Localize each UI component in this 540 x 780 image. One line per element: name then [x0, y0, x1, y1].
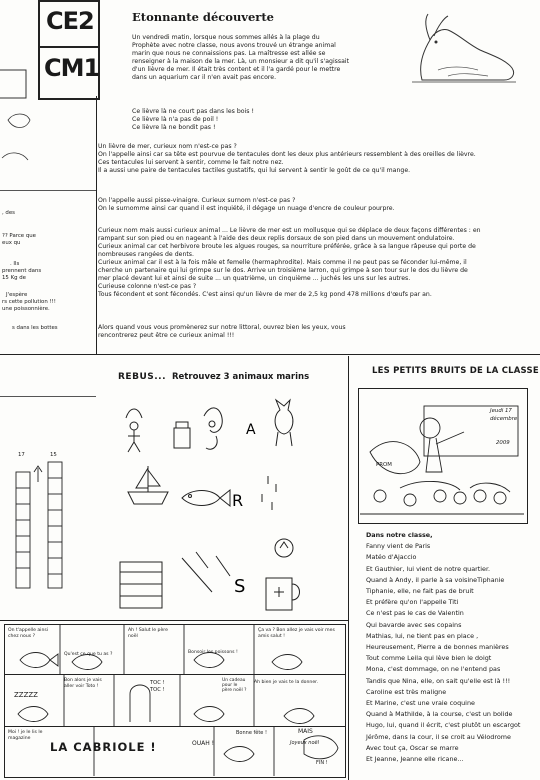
poem-line: Caroline est très maligne: [366, 687, 447, 696]
comic-bubble-10: Un cadeau pour le père noël ?: [222, 678, 247, 694]
text-line: Curieuse colonne n'est-ce pas ?: [98, 283, 197, 290]
text-line: rampant sur son pied ou en nageant à l'aide des deux replis dorsaux de son pied dans un mouvement ondulatoire.: [98, 235, 455, 242]
story-paragraph-2: [98, 197, 395, 213]
text-line: Curieux animal car cet herbivore broute les algues rouges, sa nourriture préférée, grâce à sa langue râpeuse qui porte de: [98, 243, 476, 250]
comic-bubble-1: On t'appelle ainsi chez nous ?: [8, 628, 49, 639]
poem-line: Tout comme Leila qui lève bien le doigt: [366, 654, 492, 663]
poem-line: Et préfère qu'on l'appelle Titi: [366, 598, 459, 607]
text-line: Un lièvre de mer, curieux nom n'est-ce pas ?: [98, 143, 237, 150]
page-title: Etonnante découverte: [132, 10, 274, 24]
text-line: Ce lièvre là n'a pas de poil !: [132, 116, 219, 123]
text-line: Ces tentacules lui servent à sentir, comme le fait notre nez.: [98, 159, 284, 166]
poem-line: Fanny vient de Paris: [366, 542, 431, 551]
text-line: Prophète avec notre classe, nous avons trouvé un étrange animal: [132, 42, 336, 49]
poem-line: Quand à Mathilde, à la course, c'est un bolide: [366, 710, 513, 719]
text-line: d'un lièvre de mer. Il était très content et il l'a gardé pour le mettre: [132, 66, 341, 73]
section-divider-top: [0, 354, 540, 355]
poem-line: Quand à Andy, il parle à sa voisineTiphanie: [366, 575, 505, 584]
text-fragment: . Ils: [10, 261, 20, 267]
text-line: cherche un partenaire qui lui grimpe sur le dos. Arrive un troisième larron, qui grimpe à son tour sur le dos du lièvre de: [98, 267, 468, 274]
left-sketch: [0, 40, 60, 180]
text-fragment: prennent dans: [2, 268, 42, 274]
text-line: Un vendredi matin, lorsque nous sommes allés à la plage du: [132, 34, 320, 41]
text-line: On l'appelle aussi pisse-vinaigre. Curieux surnom n'est-ce pas ?: [98, 197, 296, 204]
text-line: marin que nous ne connaissions pas. La maîtresse est allée se: [132, 50, 326, 57]
text-fragment: ?? Parce que: [2, 233, 36, 239]
text-line: nombreuses rangées de dents.: [98, 251, 194, 258]
comic-bubble-8: ZZZZZ: [14, 691, 38, 699]
chart-number-15: 15: [50, 452, 57, 458]
board-date-line-1: Jeudi 17: [490, 408, 512, 414]
text-fragment: eux qu: [2, 240, 21, 246]
text-fragment: J'espère: [6, 292, 28, 298]
text-line: On l'appelle ainsi car sa tête est pourvue de tentacules dont les deux plus antérieurs ressemblent à des oreilles de lièvre.: [98, 151, 476, 158]
story-intro: [132, 34, 412, 82]
comic-fin: FIN !: [316, 760, 328, 766]
left-column-divider: [96, 96, 97, 354]
comic-ouah: OUAH !: [192, 740, 215, 747]
text-fragment: 15 Kg de: [2, 275, 26, 281]
comic-bubble-6: Ah ! Salut le père noël: [128, 628, 168, 639]
left-column-rule-mid: [0, 396, 96, 397]
comic-bubble-2: Qu'est ce que tu as ?: [64, 652, 113, 657]
poem-line: Tiphanie, elle, ne fait pas de bruit: [366, 587, 474, 596]
left-column-rule-top: [0, 190, 96, 191]
comic-bubble-5: Bon alors je vais aller voir Toto !: [64, 678, 102, 689]
section-divider-vertical: [348, 356, 349, 780]
poem-line: Ce n'est pas le cas de Valentin: [366, 609, 464, 618]
text-line: On le surnomme ainsi car quand il est inquiété, il dégage un nuage d'encre de couleur pourpre.: [98, 205, 395, 212]
comic-bubble-9: TOC ! TOC !: [150, 680, 165, 693]
poem-line: Hugo, lui, quand il écrit, c'est plutôt un escargot: [366, 721, 521, 730]
text-line: Tous fécondent et sont fécondés. C'est ainsi qu'un lièvre de mer de 2,5 kg pond 478 millions d'œufs par an.: [98, 291, 432, 298]
section-divider-comic: [0, 620, 348, 621]
comic-bubble-11: Bonne fête !: [236, 730, 267, 736]
poem-line: Heureusement, Pierre a de bonnes manières: [366, 643, 509, 652]
text-line: Il a aussi une paire de tentacules tactiles gustatifs, qui lui servent à sentir le goût de ce qu'il mange.: [98, 167, 411, 174]
speech-bubble-label: PROM: [376, 462, 392, 468]
poem-line: Qui bavarde avec ses copains: [366, 620, 462, 629]
comic-bubble-4: Ça va ? Bon allez je vais voir mes amis salut !: [258, 628, 335, 639]
poem-line: Avec tout ça, Oscar se marre: [366, 743, 459, 752]
story-paragraph-3: [98, 227, 481, 299]
class-poem: [366, 530, 520, 765]
chart-number-17: 17: [18, 452, 25, 458]
text-fragment: rs cette pollution !!!: [2, 299, 56, 305]
text-line: Ce lièvre là ne bondit pas !: [132, 124, 216, 131]
rebus-letter-s: S: [234, 576, 246, 597]
badge-cm1: CM1: [44, 54, 100, 82]
comic-bubble-3: Bonsoir les poissons !: [188, 650, 238, 655]
text-line: Curieux animal car il est à la fois mâle et femelle (hermaphrodite). Mais comme il ne peut pas se féconder lui-même, il: [98, 259, 467, 266]
text-line: renseigner à la maison de la mer. Là, un monsieur a dit qu'il s'agissait: [132, 58, 350, 65]
rebus-letter-a: A: [246, 422, 256, 438]
rebus-title: REBUS...: [118, 372, 166, 382]
text-line: mer placé devant lui et ainsi de suite ... un quatrième, un cinquième ... juchés les uns sur les autres.: [98, 275, 411, 282]
story-poem: [132, 108, 254, 132]
poem-line: Mona, c'est dommage, on ne l'entend pas: [366, 665, 501, 674]
badge-ce2: CE2: [46, 7, 94, 35]
rebus-row-1: [120, 396, 320, 456]
board-date-line-2: décembre: [490, 416, 518, 422]
poem-line: Tandis que Nina, elle, on sait qu'elle est là !!!: [366, 676, 511, 685]
text-fragment: s dans les bottes: [12, 325, 58, 331]
poem-line: Et Jeanne, Jeanne elle ricane...: [366, 755, 464, 764]
poem-line: Matéo d'Ajaccio: [366, 553, 417, 562]
poem-line: Et Marine, c'est une vraie coquine: [366, 699, 475, 708]
text-line: rencontrerez peut être ce curieux animal !!!: [98, 332, 235, 339]
poem-line: Mathias, lui, ne tient pas en place ,: [366, 631, 479, 640]
rebus-letter-r: R: [232, 491, 244, 510]
left-fragments: [2, 210, 96, 332]
poem-line: Dans notre classe,: [366, 531, 433, 539]
noise-title: LES PETITS BRUITS DE LA CLASSE: [372, 366, 539, 376]
comic-mais: MAIS: [298, 728, 313, 735]
board-year: 2009: [496, 440, 510, 446]
story-outro: [98, 324, 346, 340]
comic-joyeux: Joyeux noël: [290, 740, 319, 746]
text-fragment: , des: [2, 210, 15, 216]
text-line: dans un aquarium car il n'en avait pas encore.: [132, 74, 277, 81]
text-line: Alors quand vous vous promènerez sur notre littoral, ouvrez bien les yeux, vous: [98, 324, 346, 331]
poem-line: Jérôme, dans la cour, il se croit au Vélodrome: [366, 732, 511, 741]
text-fragment: une poissonnière.: [2, 306, 50, 312]
rebus-row-2: [120, 462, 320, 532]
rebus-row-3: [116, 532, 336, 612]
text-line: Curieux nom mais aussi curieux animal ... Le lièvre de mer est un mollusque qui se déplace de deux façons différentes : en: [98, 227, 481, 234]
comic-bubble-12: Moi ! je le lis le magazine: [8, 730, 43, 741]
comic-bubble-7: Ah bien je vais te la donner.: [254, 680, 319, 685]
story-paragraph-1: [98, 143, 476, 175]
rebus-subtitle: Retrouvez 3 animaux marins: [172, 372, 310, 382]
poem-line: Et Gauthier, lui vient de notre quartier.: [366, 564, 491, 573]
comic-banner: LA CABRIOLE !: [50, 740, 157, 754]
sea-hare-illustration: [408, 10, 520, 88]
stacked-columns-drawing: [8, 462, 88, 592]
text-line: Ce lièvre là ne court pas dans les bois !: [132, 108, 254, 115]
